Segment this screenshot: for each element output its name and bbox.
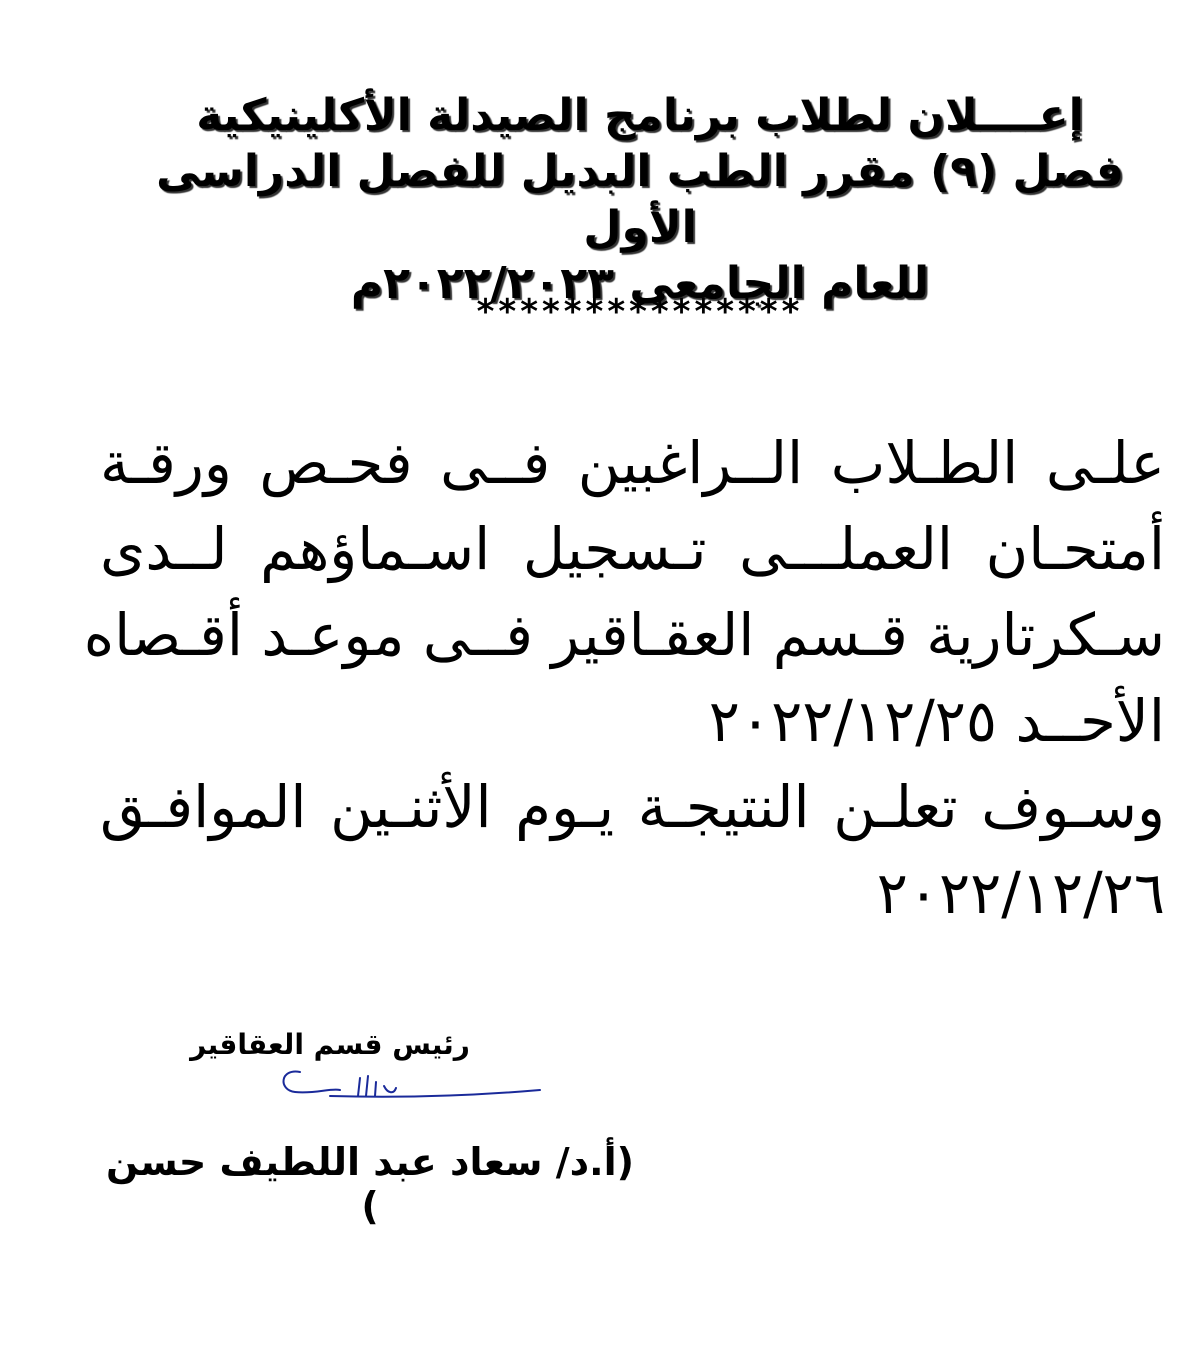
announcement-body xyxy=(83,420,1165,936)
header-year: للعام الجامعى ٢٠٢٢/٢٠٢٣م xyxy=(350,258,930,309)
body-line: سـكرتارية قـسم العقـاقير فــى موعـد أقـصاه xyxy=(83,601,1165,669)
signatory-title: رئيس قسم العقاقير xyxy=(190,1028,470,1061)
handwritten-signature xyxy=(270,1060,550,1110)
stars-divider: *************** xyxy=(476,292,804,332)
body-line: ٢٠٢٢/١٢/٢٦ xyxy=(876,859,1165,927)
header-course: فصل (٩) مقرر الطب البديل للفصل الدراسى الأول xyxy=(156,146,1124,253)
body-line: أمتحـان العملـــى تـسجيل اسـماؤهم لــدى xyxy=(100,515,1165,583)
header-title: إعــــلان لطلاب برنامج الصيدلة الأكلينيكية xyxy=(196,90,1084,141)
announcement-header xyxy=(140,88,1140,312)
signature-stroke xyxy=(330,1090,540,1097)
signature-stroke xyxy=(358,1076,396,1096)
signature-stroke xyxy=(284,1072,340,1093)
body-line: وسـوف تعلـن النتيجـة يـوم الأثنـين الموافـق xyxy=(100,773,1165,841)
body-line: الأحــد ٢٠٢٢/١٢/٢٥ xyxy=(708,687,1165,755)
signatory-name: (أ.د/ سعاد عبد اللطيف حسن ) xyxy=(106,1140,634,1228)
body-line: علـى الطـلاب الــراغبين فــى فحـص ورقـة xyxy=(100,429,1165,497)
